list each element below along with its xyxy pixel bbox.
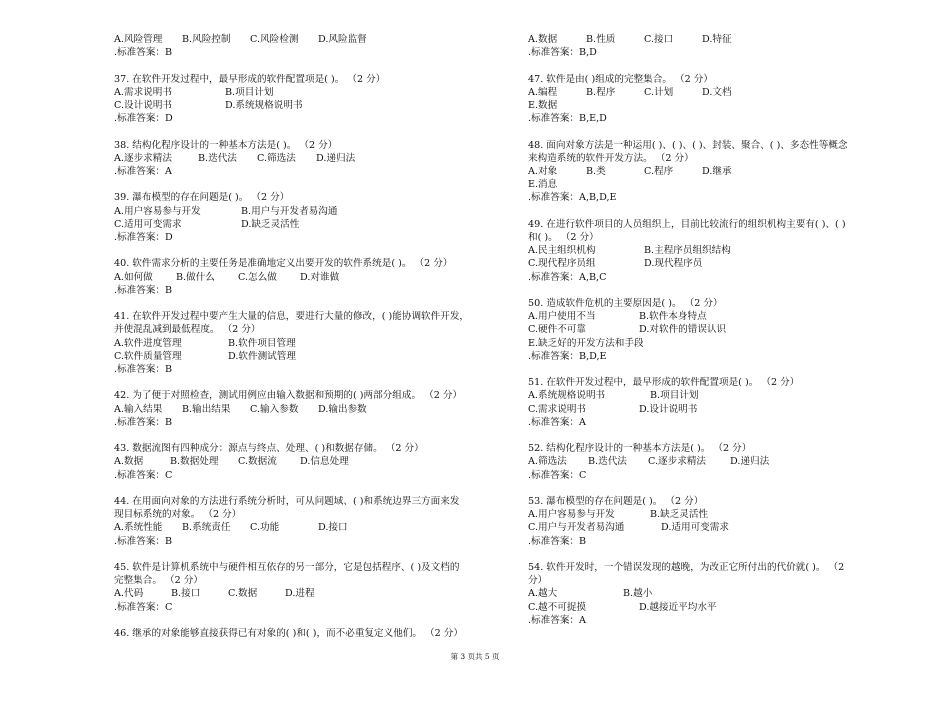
question-stem: 46. 继承的对象能够直接获得已有对象的( )和( )，而不必重复定义他们。 （2 分） xyxy=(114,627,463,639)
page-footer: 第 3 页共 5 页 xyxy=(450,652,500,661)
option-row xyxy=(114,152,474,165)
option-row xyxy=(528,33,888,46)
question-stem: 完整集合。 （2 分） xyxy=(114,575,203,587)
question-stem: 现目标系统的对象。 （2 分） xyxy=(114,509,242,521)
answer-option: B.项目计划 xyxy=(650,390,699,402)
question-block xyxy=(528,297,888,363)
answer-option: D.适用可变需求 xyxy=(661,522,729,534)
answer-option: D.设计说明书 xyxy=(639,403,698,415)
option-row xyxy=(114,337,474,350)
answer-option: D.越接近平均水平 xyxy=(639,601,717,613)
question-stem: 51. 在软件开发过程中，最早形成的软件配置项是( )。 （2 分） xyxy=(528,377,800,389)
answer-option: A.编程 xyxy=(528,86,558,98)
option-row xyxy=(528,508,888,521)
standard-answer: .标准答案：B xyxy=(114,284,173,296)
answer-option: D.输出参数 xyxy=(318,403,367,415)
question-block xyxy=(114,33,474,59)
standard-answer: .标准答案：B,E,D xyxy=(528,113,607,125)
standard-answer: .标准答案：B,D,E xyxy=(528,350,607,362)
answer-option: A.对象 xyxy=(528,166,558,177)
option-row xyxy=(114,218,474,231)
question-block xyxy=(114,389,474,429)
answer-option: A.用户容易参与开发 xyxy=(114,205,201,217)
answer-option: A.软件进度管理 xyxy=(114,337,182,349)
standard-answer: .标准答案：C xyxy=(528,469,587,481)
answer-option: D.软件测试管理 xyxy=(228,350,296,362)
answer-option: C.怎么做 xyxy=(238,271,277,283)
standard-answer: .标准答案：B xyxy=(114,535,173,547)
option-row xyxy=(114,271,474,284)
answer-option: C.硬件不可靠 xyxy=(528,324,587,336)
question-block xyxy=(114,139,474,179)
answer-option: D.信息处理 xyxy=(300,456,349,468)
answer-option: E.数据 xyxy=(528,100,558,111)
answer-option: B.软件项目管理 xyxy=(228,337,296,349)
question-block xyxy=(528,442,888,482)
option-row xyxy=(528,178,888,191)
question-stem: 53. 瀑布模型的存在问题是( )。 （2 分） xyxy=(528,496,704,507)
option-row xyxy=(528,244,888,257)
answer-option: B.用户与开发者易沟通 xyxy=(241,205,338,217)
question-stem: 并使混乱减到最低程度。 （2 分） xyxy=(114,324,261,336)
question-stem: 54. 软件开发时，一个错误发现的越晚，为改正它所付出的代价就( )。 （2 xyxy=(528,562,845,573)
question-stem: 50. 造成软件危机的主要原因是( )。 （2 分） xyxy=(528,298,723,309)
answer-option: A.风险管理 xyxy=(114,34,163,45)
answer-option: D.风险监督 xyxy=(318,34,367,45)
answer-option: A.系统规格说明书 xyxy=(528,390,606,402)
answer-option: B.做什么 xyxy=(176,271,215,283)
standard-answer: .标准答案：B xyxy=(114,47,173,59)
answer-option: A.代码 xyxy=(114,588,144,600)
answer-option: A.需求说明书 xyxy=(114,86,172,98)
standard-answer: .标准答案：A xyxy=(114,166,172,177)
answer-option: C.现代程序员组 xyxy=(528,258,596,270)
answer-option: D.文档 xyxy=(702,86,732,98)
option-row xyxy=(114,33,474,46)
question-block xyxy=(528,218,888,284)
answer-option: C.适用可变需求 xyxy=(114,218,182,230)
question-stem: 和( )。 （2 分） xyxy=(528,232,599,243)
answer-option: D.缺乏灵活性 xyxy=(241,218,300,230)
answer-option: B.越小 xyxy=(623,588,653,600)
question-block xyxy=(114,73,474,126)
question-block xyxy=(528,33,888,59)
option-row xyxy=(528,323,888,336)
option-row xyxy=(528,86,888,99)
question-block xyxy=(528,561,888,627)
answer-option: D.进程 xyxy=(285,588,315,600)
question-block xyxy=(528,495,888,548)
answer-option: C.计划 xyxy=(644,86,674,98)
standard-answer: .标准答案：B xyxy=(114,416,173,428)
standard-answer: .标准答案：C xyxy=(114,469,173,481)
answer-option: A.越大 xyxy=(528,588,558,600)
question-stem: 41. 在软件开发过程中要产生大量的信息，要进行大量的修改，( )能协调软件开发， xyxy=(114,311,470,323)
question-stem: 48. 面向对象方法是一种运用( )、( )、( )、封装、聚合、( )、多态性等概念 xyxy=(528,139,848,151)
question-stem: 37. 在软件开发过程中，最早形成的软件配置项是( )。 （2 分） xyxy=(114,73,386,85)
answer-option: D.继承 xyxy=(702,166,732,177)
answer-option: C.接口 xyxy=(644,34,674,45)
option-row xyxy=(528,587,888,600)
answer-option: A.逐步求精法 xyxy=(114,152,172,164)
option-row xyxy=(528,165,888,178)
question-block xyxy=(114,310,474,376)
option-row xyxy=(114,99,474,112)
answer-option: A.输入结果 xyxy=(114,403,163,415)
question-block xyxy=(114,257,474,297)
answer-option: D.对谁做 xyxy=(300,271,340,283)
standard-answer: .标准答案：D xyxy=(114,232,173,243)
option-row xyxy=(528,257,888,270)
question-stem: 39. 瀑布模型的存在问题是( )。 （2 分） xyxy=(114,192,290,204)
answer-option: A.民主组织机构 xyxy=(528,245,596,257)
option-row xyxy=(528,99,888,112)
answer-option: A.数据 xyxy=(114,456,144,468)
answer-option: B.项目计划 xyxy=(225,86,274,98)
answer-option: B.系统责任 xyxy=(182,522,231,534)
question-stem: 38. 结构化程序设计的一种基本方法是( )。 （2 分） xyxy=(114,139,338,151)
answer-option: B.程序 xyxy=(586,86,616,98)
answer-option: C.风险检测 xyxy=(250,34,299,45)
option-row xyxy=(114,205,474,218)
answer-option: D.接口 xyxy=(318,522,348,534)
answer-option: A.筛选法 xyxy=(528,456,567,468)
answer-option: C.数据 xyxy=(228,588,258,600)
question-block xyxy=(528,376,888,429)
answer-option: B.类 xyxy=(586,166,606,177)
answer-option: D.递归法 xyxy=(316,152,356,164)
question-block xyxy=(114,191,474,244)
question-stem: 分） xyxy=(528,575,548,587)
answer-option: A.用户容易参与开发 xyxy=(528,509,615,521)
option-row xyxy=(114,587,474,600)
question-stem: 47. 软件是由( )组成的完整集合。 （2 分） xyxy=(528,73,713,85)
option-row xyxy=(528,310,888,323)
question-block xyxy=(114,561,474,614)
answer-option: B.迭代法 xyxy=(198,152,237,164)
left-column xyxy=(114,33,474,653)
question-stem: 43. 数据流图有四种成分：源点与终点、处理、( )和数据存储。 （2 分） xyxy=(114,443,424,455)
question-stem: 44. 在用面向对象的方法进行系统分析时，可从问题域、( )和系统边界三方面来发 xyxy=(114,495,460,507)
question-stem: 来构造系统的软件开发方法。 （2 分） xyxy=(528,152,694,164)
answer-option: B.数据处理 xyxy=(170,456,219,468)
answer-option: D.现代程序员 xyxy=(644,258,703,270)
answer-option: C.功能 xyxy=(250,522,280,534)
question-stem: 40. 软件需求分析的主要任务是准确地定义出要开发的软件系统是( )。 （2 分） xyxy=(114,258,453,270)
standard-answer: .标准答案：C xyxy=(114,601,173,613)
answer-option: B.迭代法 xyxy=(588,456,627,468)
option-row xyxy=(114,403,474,416)
answer-option: E.消息 xyxy=(528,179,558,191)
standard-answer: .标准答案：D xyxy=(114,113,173,125)
answer-option: A.系统性能 xyxy=(114,522,163,534)
option-row xyxy=(528,521,888,534)
answer-option: C.输入参数 xyxy=(250,403,299,415)
answer-option: D.特征 xyxy=(702,34,732,45)
answer-option: C.软件质量管理 xyxy=(114,350,182,362)
answer-option: D.对软件的错误认识 xyxy=(639,324,727,336)
answer-option: B.输出结果 xyxy=(182,403,231,415)
option-row xyxy=(114,350,474,363)
option-row xyxy=(528,455,888,468)
answer-option: B.接口 xyxy=(171,588,201,600)
answer-option: D.递归法 xyxy=(730,456,770,468)
answer-option: B.软件本身特点 xyxy=(639,311,707,323)
answer-option: A.如何做 xyxy=(114,271,153,283)
answer-option: B.风险控制 xyxy=(182,34,231,45)
option-row xyxy=(114,521,474,534)
standard-answer: .标准答案：A,B,C xyxy=(528,271,607,283)
answer-option: E.缺乏好的开发方法和手段 xyxy=(528,337,644,349)
question-block xyxy=(528,73,888,126)
answer-option: A.数据 xyxy=(528,34,558,45)
question-stem: 49. 在进行软件项目的人员组织上，目前比较流行的组织机构主要有( )、( ) xyxy=(528,218,846,230)
answer-option: B.缺乏灵活性 xyxy=(650,509,709,521)
question-stem: 42. 为了便于对照检查，测试用例应由输入数据和预期的( )两部分组成。 （2 分） xyxy=(114,390,463,402)
standard-answer: .标准答案：A xyxy=(528,614,586,626)
standard-answer: .标准答案：A,B,D,E xyxy=(528,192,617,204)
answer-option: C.筛选法 xyxy=(257,152,296,164)
question-stem: 45. 软件是计算机系统中与硬件相互依存的另一部分，它是包括程序、( )及文档的 xyxy=(114,561,460,573)
answer-option: C.用户与开发者易沟通 xyxy=(528,522,625,534)
answer-option: C.越不可捉摸 xyxy=(528,601,587,613)
right-column xyxy=(528,33,888,640)
option-row xyxy=(114,455,474,468)
answer-option: B.主程序员组织结构 xyxy=(644,245,731,257)
answer-option: C.程序 xyxy=(644,166,674,177)
standard-answer: .标准答案：B,D xyxy=(528,47,597,59)
standard-answer: .标准答案：B xyxy=(528,535,587,547)
answer-option: D.系统规格说明书 xyxy=(225,100,303,111)
answer-option: B.性质 xyxy=(586,34,616,45)
option-row xyxy=(528,601,888,614)
standard-answer: .标准答案：B xyxy=(114,364,173,375)
question-stem: 52. 结构化程序设计的一种基本方法是( )。 （2 分） xyxy=(528,443,752,455)
option-row xyxy=(114,86,474,99)
answer-option: A.用户使用不当 xyxy=(528,311,596,323)
question-block xyxy=(114,442,474,482)
answer-option: C.设计说明书 xyxy=(114,100,173,111)
answer-option: C.需求说明书 xyxy=(528,403,587,415)
answer-option: C.逐步求精法 xyxy=(648,456,707,468)
standard-answer: .标准答案：A xyxy=(528,416,586,428)
question-block xyxy=(114,627,474,640)
question-block xyxy=(528,139,888,205)
option-row xyxy=(528,389,888,402)
option-row xyxy=(528,337,888,350)
answer-option: C.数据流 xyxy=(238,456,277,468)
question-block xyxy=(114,495,474,548)
option-row xyxy=(528,403,888,416)
